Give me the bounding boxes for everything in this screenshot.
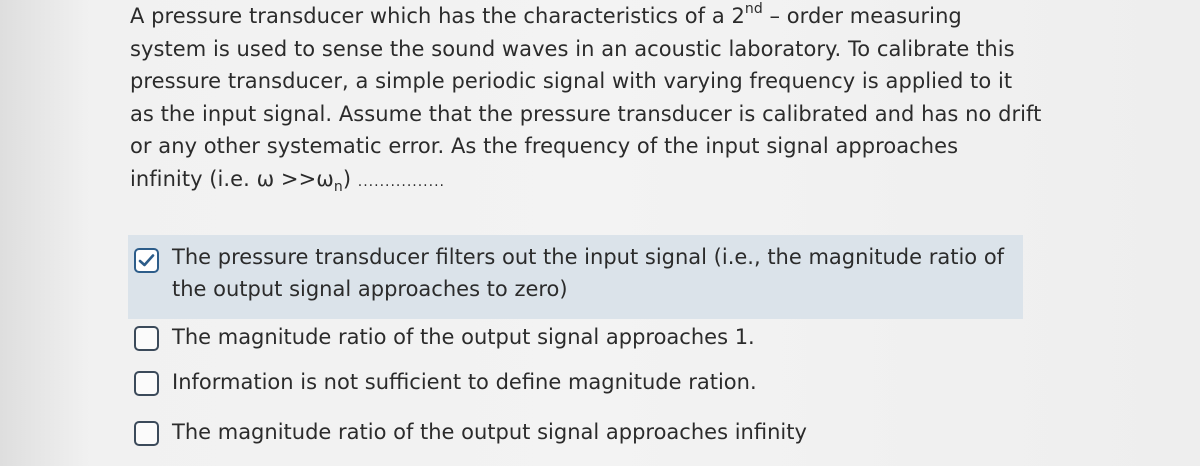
option-3-checkbox[interactable] [134,371,159,396]
option-4[interactable] [128,416,1067,452]
question-line-6-close: ) [342,166,358,191]
option-2-label: The magnitude ratio of the output signal approaches 1. [172,325,755,349]
question-line-1 [130,0,1060,33]
option-3-label: Information is not sufficient to define magnitude ration. [172,370,757,394]
option-1-label: The pressure transducer filters out the input signal (i.e., the magnitude ratio of the output signal approaches to zero) [172,245,1005,301]
option-1-checkbox[interactable] [134,248,159,273]
option-2-checkbox[interactable] [134,326,159,351]
option-1[interactable] [128,235,1023,319]
natural-frequency-subscript: n [333,178,343,195]
checkmark-icon [138,253,155,268]
option-4-label: The magnitude ratio of the output signal approaches infinity [172,420,807,444]
question-line-2: system is used to sense the sound waves in an acoustic laboratory. To calibrate this [130,36,1015,61]
question-line-6-text: infinity (i.e. ω >>ω [130,166,334,191]
option-2[interactable] [128,321,1067,357]
question-line-6 [130,163,1060,199]
option-4-checkbox[interactable] [134,421,159,446]
option-3[interactable] [128,366,1067,402]
ordinal-superscript: nd [744,1,763,17]
question-line-4: as the input signal. Assume that the pressure transducer is calibrated and has no drift [130,101,1042,126]
question-line-3: pressure transducer, a simple periodic signal with varying frequency is applied to it [130,69,1013,93]
question-line-1-end: – order measuring [762,4,962,28]
question-line-1-text: A pressure transducer which has the characteristics of a 2 [130,4,745,28]
answer-options [128,235,1023,444]
question-line-5: or any other systematic error. As the frequency of the input signal approaches [130,134,959,158]
answer-blank-dots: ................ [357,173,445,190]
question-text [130,0,1060,198]
